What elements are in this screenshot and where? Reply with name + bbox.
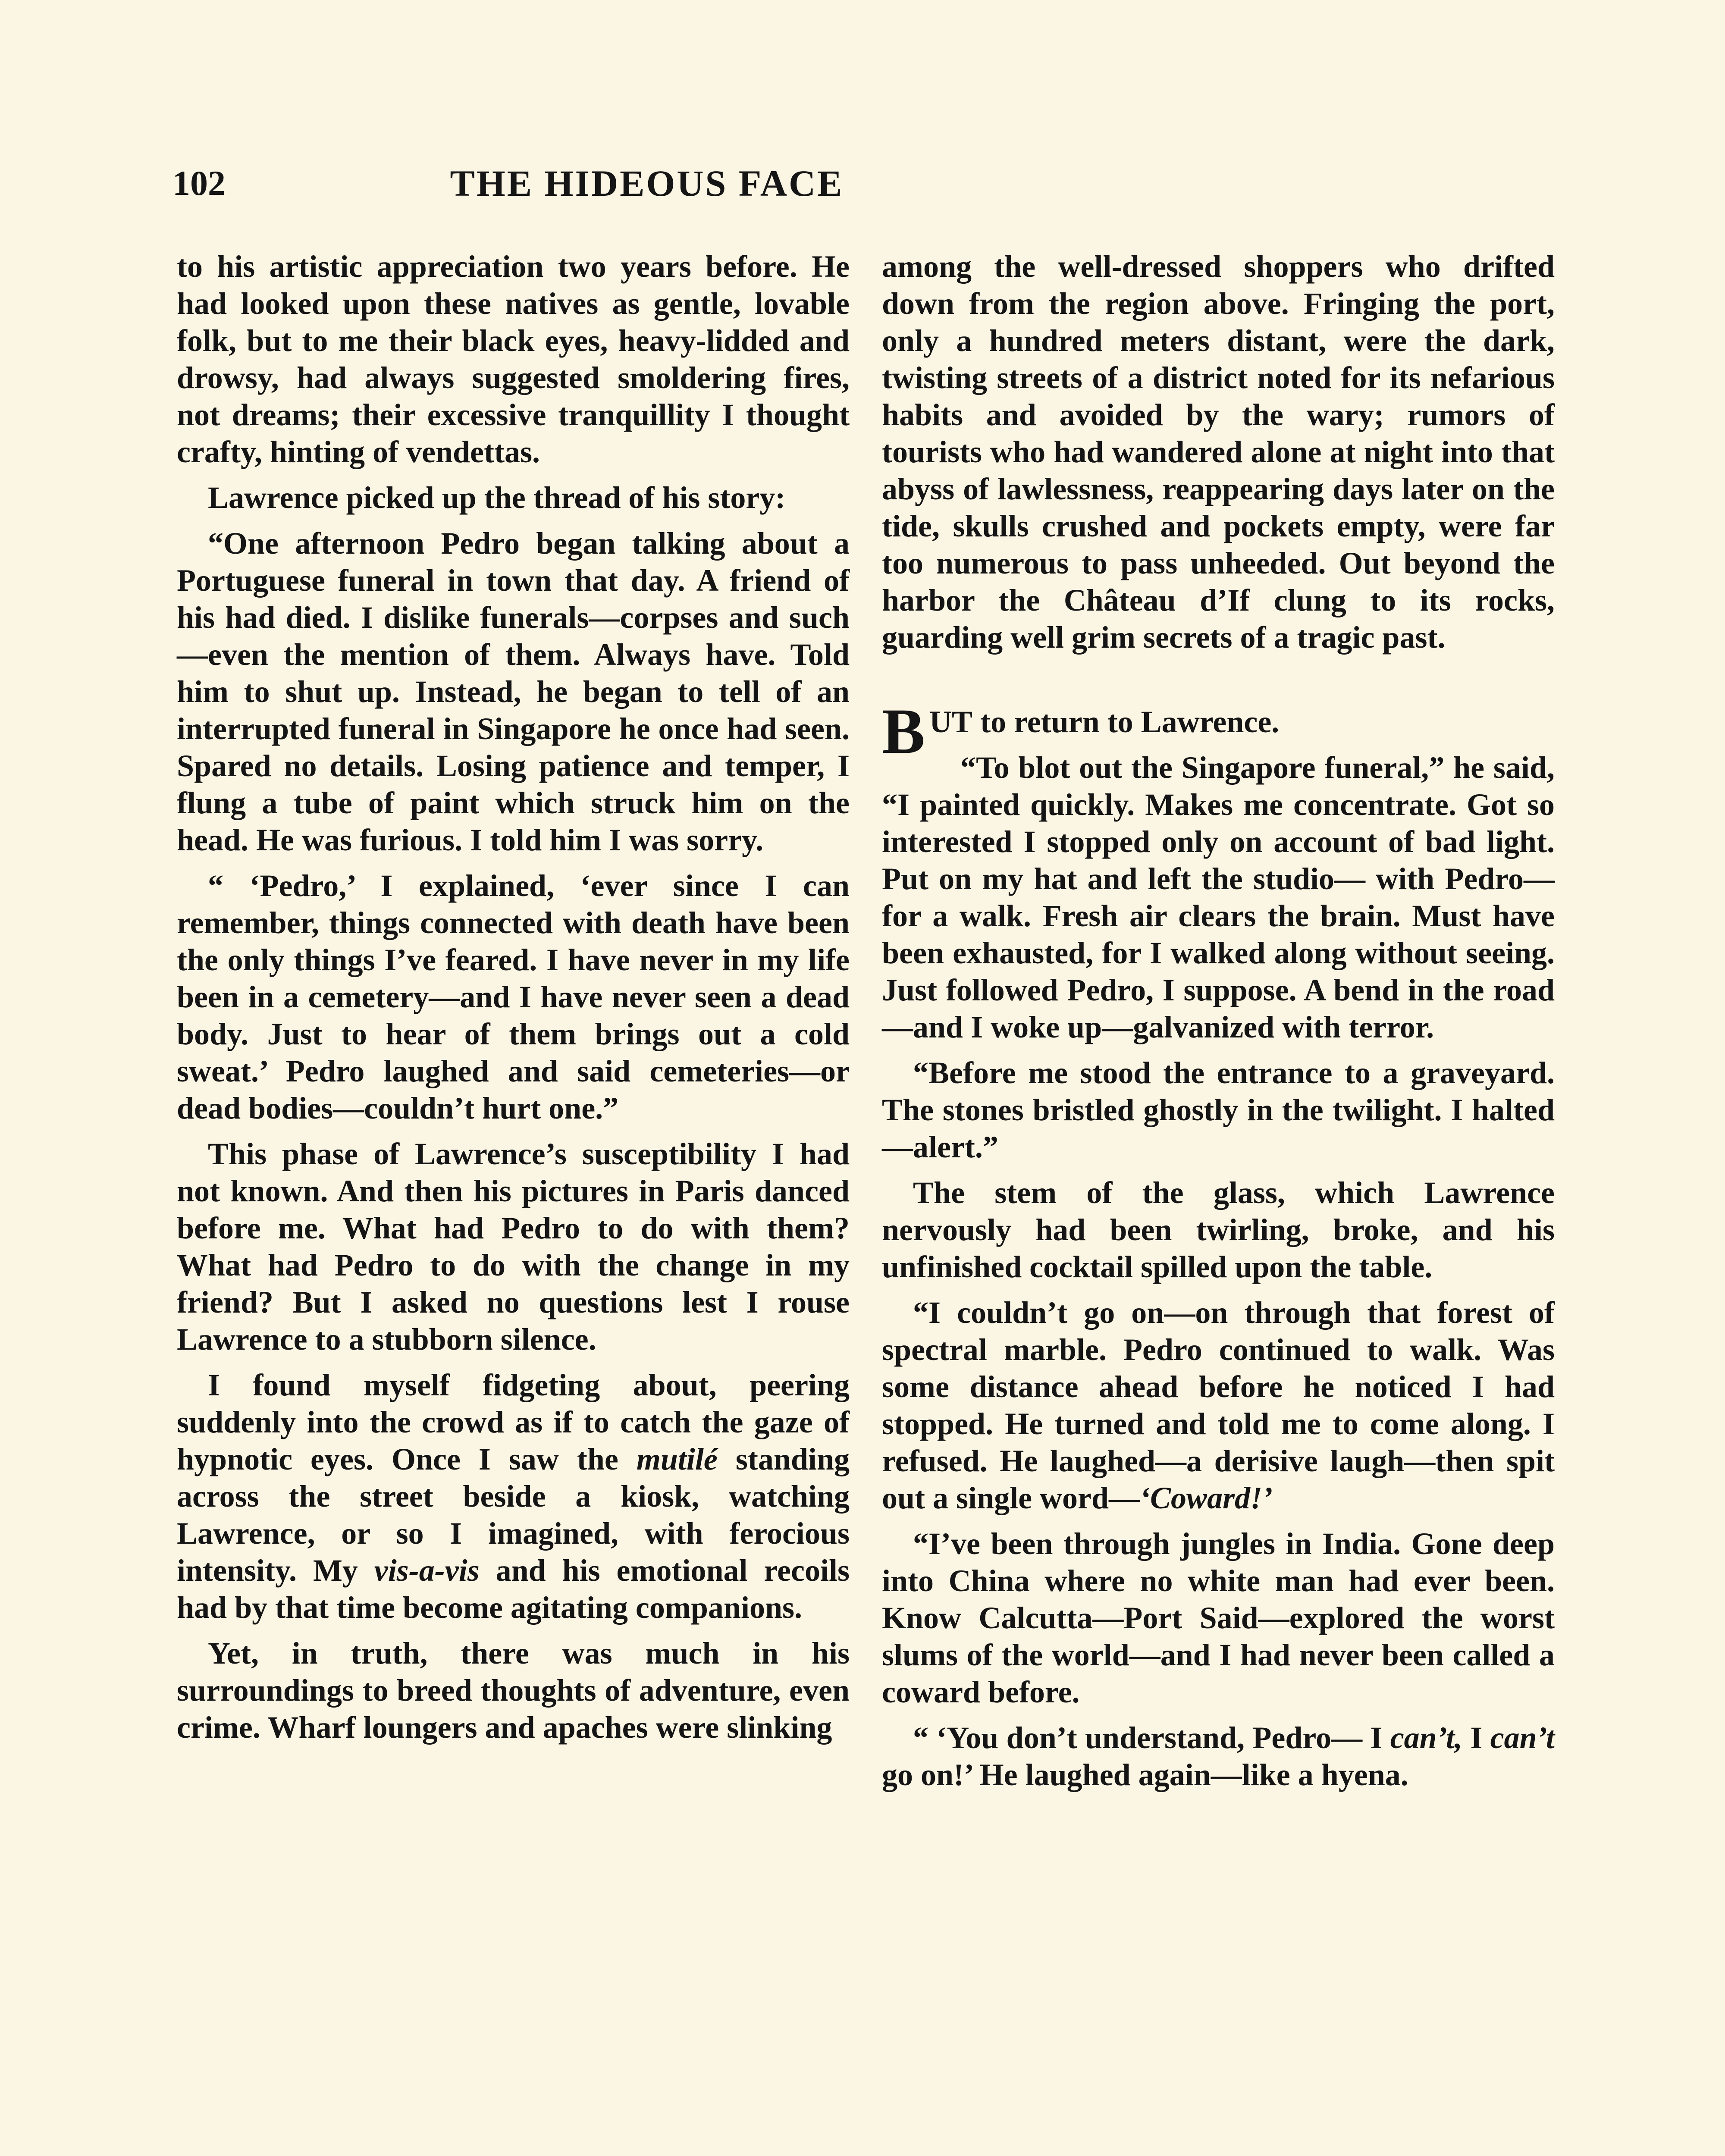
paragraph <box>882 1294 1555 1517</box>
drop-cap: B <box>882 696 925 767</box>
text-run: “ ‘You don’t understand, Pedro— I <box>913 1720 1390 1755</box>
paragraph: “ ‘Pedro,’ I explained, ‘ever since I can remember, things connected with death have been the only things I’ve feared. I have never in my life been in a cemetery—and I have never seen a dead body. Just to hear of them brings out a cold sweat.’ Pedro laughed and said cemeteries—or dead bodies—couldn’t hurt one.” <box>177 868 850 1125</box>
text-run: standing across the street beside a kiosk, watching Lawrence, or so I imagined, with ferocious intensity. My <box>177 1442 850 1588</box>
paragraph: Lawrence picked up the thread of his story: <box>208 480 786 515</box>
running-head: THE HIDEOUS FACE <box>450 163 844 204</box>
small-caps-run: UT <box>929 705 973 739</box>
italic-word: ‘Coward!’ <box>1140 1481 1273 1515</box>
paragraph: Yet, in truth, there was much in his surroundings to breed thoughts of adventure, even crime. Wharf loungers and apaches were slinking <box>177 1636 850 1745</box>
paragraph: “Before me stood the entrance to a graveyard. The stones bristled ghostly in the twilight. I halted—alert.” <box>882 1056 1555 1164</box>
paragraph: This phase of Lawrence’s susceptibility I had not known. And then his pictures in Paris danced before me. What had Pedro to do with them? What had Pedro to do with the change in my friend? But I asked no questions lest I rouse Lawrence to a stubborn silence. <box>177 1137 850 1357</box>
text-run: to return to Lawrence. <box>972 705 1280 739</box>
paragraph <box>882 1719 1555 1793</box>
text-run: “I couldn’t go on—on through that forest of spectral marble. Pedro continued to walk. Was some distance ahead before he noticed I had stopped. He turned and told me to come along. I refused. He laughed—a derisive laugh—then spit out a single word— <box>882 1295 1555 1515</box>
text-run: and his emotional recoils had by that time become agitating companions. <box>177 1553 850 1625</box>
italic-word: can’t <box>1490 1720 1555 1755</box>
paragraph: The stem of the glass, which Lawrence nervously had been twirling, broke, and his unfinished cocktail spilled upon the table. <box>882 1175 1555 1284</box>
paragraph: “One afternoon Pedro began talking about a Portuguese funeral in town that day. A friend of his had died. I dislike funerals—corpses and such—even the mention of them. Always have. Told him to shut up. Instead, he began to tell of an interrupted funeral in Singapore he once had seen. Spared no details. Losing patience and temper, I flung a tube of paint which struck him on the head. He was furious. I told him I was sorry. <box>177 526 850 857</box>
left-column <box>177 248 850 1746</box>
right-column <box>882 248 1555 1793</box>
text-run: I <box>1462 1720 1490 1755</box>
page-number: 102 <box>172 163 226 203</box>
italic-word: can’t, <box>1390 1720 1463 1755</box>
page-header <box>172 155 1121 211</box>
paragraph: to his artistic appreciation two years before. He had looked upon these natives as gentle, lovable folk, but to me their black eyes, heavy-lidded and drowsy, had always suggested smoldering fires, not dreams; their excessive tranquillity I thought crafty, hinting of vendettas. <box>177 249 850 469</box>
paragraph <box>177 1366 850 1626</box>
paragraph: “To blot out the Singapore funeral,” he said, “I painted quickly. Makes me concentrate. Got so interested I stopped only on account of bad light. Put on my hat and left the studio— with Pedro—for a walk. Fresh air clears the brain. Must have been exhausted, for I walked along without seeing. Just followed Pedro, I suppose. A bend in the road—and I woke up—galvanized with terror. <box>882 750 1555 1044</box>
italic-word: mutilé <box>636 1442 718 1476</box>
italic-word: vis-a-vis <box>374 1553 480 1588</box>
paragraph: among the well-dressed shoppers who drifted down from the region above. Fringing the port, only a hundred meters distant, were the dark, twisting streets of a district noted for its nefarious habits and avoided by the wary; rumors of tourists who had wandered alone at night into that abyss of lawlessness, reappearing days later on the tide, skulls crushed and pockets empty, were far too numerous to pass unheeded. Out beyond the harbor the Château d’If clung to its rocks, guarding well grim secrets of a tragic past. <box>882 249 1555 655</box>
paragraph <box>882 696 1555 767</box>
paragraph: “I’ve been through jungles in India. Gone deep into China where no white man had ever been. Know Calcutta—Port Said—explored the worst slums of the world—and I had never been called a coward before. <box>882 1526 1555 1709</box>
section-break <box>882 656 1555 703</box>
text-run: I found myself fidgeting about, peering suddenly into the crowd as if to catch the gaze of hypnotic eyes. Once I saw the <box>177 1368 850 1476</box>
text-run: go on!’ He laughed again—like a hyena. <box>882 1758 1408 1792</box>
